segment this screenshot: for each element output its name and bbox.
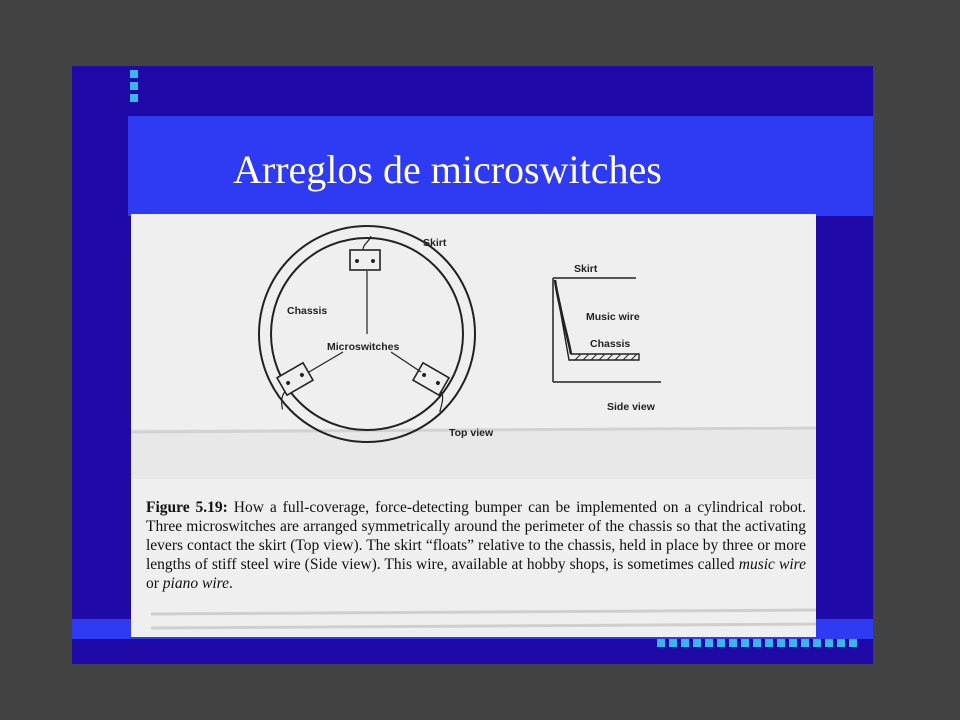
caption-text-2: or [146, 574, 163, 592]
scanned-book-page [131, 214, 816, 637]
caption-figure-label: Figure 5.19: [146, 498, 228, 516]
label-skirt-top: Skirt [423, 237, 447, 249]
microswitch-left [267, 363, 318, 409]
caption-text-1: How a full-coverage, force-detecting bumper can be implemented on a cylindrical robot. Three microswitches are arranged symmetrically around the perimeter of the chassis so that the activating levers contact the skirt (Top view). The skirt “floats” relative to the chassis, held in place by three or more lengths of stiff steel wire (Side view). This wire, available at hobby shops, is sometimes called [146, 498, 806, 573]
microswitch-top [350, 236, 380, 270]
title-band [128, 116, 873, 216]
side-view-diagram [553, 263, 661, 413]
slide-title: Arreglos de microswitches [233, 147, 662, 192]
label-microswitches: Microswitches [327, 341, 400, 353]
label-chassis-top: Chassis [287, 305, 328, 317]
pointer-line-right [391, 352, 421, 372]
label-side-view: Side view [607, 401, 655, 413]
caption-text-3: . [228, 574, 233, 592]
bumper-figure [131, 214, 816, 474]
figure-caption [146, 498, 806, 593]
caption-italic-piano-wire: piano wire [162, 574, 229, 592]
chassis-hatching [575, 354, 637, 360]
label-music-wire: Music wire [586, 311, 640, 323]
music-wire-curve [555, 280, 571, 354]
pointer-line-left [309, 352, 343, 372]
decorative-dots-left [130, 70, 138, 106]
label-chassis-side: Chassis [590, 338, 631, 350]
label-skirt-side: Skirt [574, 263, 598, 275]
top-view-diagram [259, 226, 494, 442]
caption-italic-music-wire: music wire [738, 555, 806, 573]
label-top-view: Top view [449, 427, 494, 439]
